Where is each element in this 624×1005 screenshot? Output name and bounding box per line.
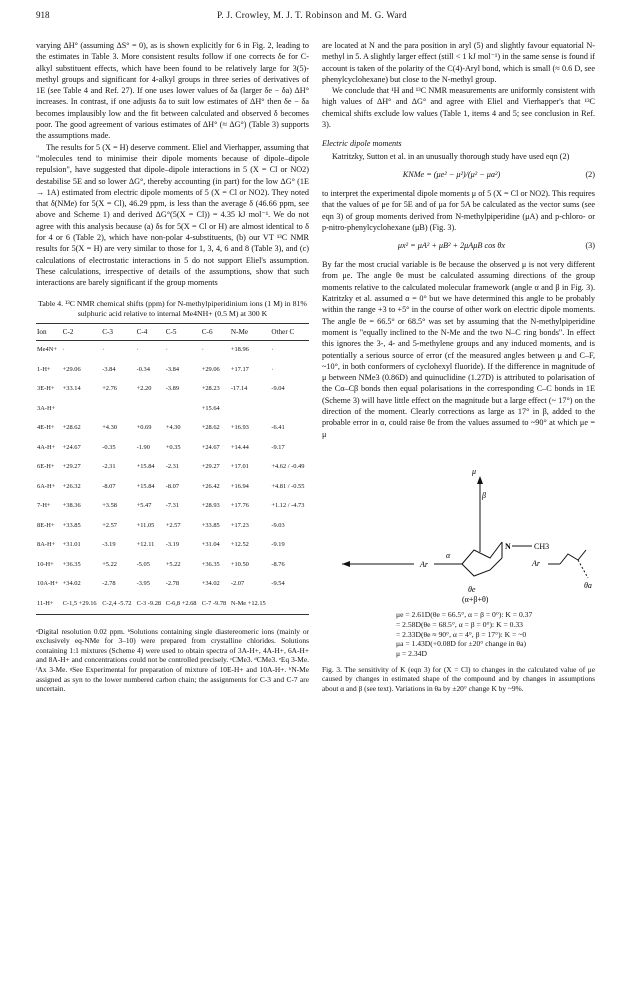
figure-summary-line: = 2.58D(θe = 68.5°, α = β = 0°): K = 0.33	[396, 619, 523, 629]
paragraph: By far the most crucial variable is θe because the observed μ is not very different from μe. The angle θe must be calculated assuming directions of the group moments relative to the calculated molecular framework (angle α and β in Fig. 3). Katritzky et al. assumed α = 0° but we have determined this angle to be probably within the range +3 to +5° in the course of other work on electric dipole moments. The angle θe = 66.5° or 68.5° was set by assuming that the N-methylpiperidine moment is "equally inclined to the N-Me and the two N–C ring bonds". In effect this ignores the 3-, 4- and 5-methylene groups and any induced moments, and is potentially a serious source of error (cf the measured angles between μ and C–F, ~10°, in both conformers of cyclohexyl fluoride). If the difference in magnitude of μ between NMe3 (0.86D) and quinuclidine (1.27D) is attributed to polarisation of the Cα–Cβ bonds then equal polarisations in the corresponding C–C bonds in 1E (Scheme 3) will have little effect on the magnitude but a large effect (~ 17°) on the direction of the moment. Clearly corrections as large as 17° in β, added to the probable error in α, could raise θe from the values assumed to ~90° at which μe = μ	[322, 260, 595, 439]
table-cell	[270, 594, 309, 614]
table-cell: +16.94	[230, 482, 249, 490]
ch3-label: CH3	[534, 541, 550, 551]
table-cell: +17.23	[230, 521, 249, 529]
table-cell: -3.84	[165, 365, 180, 373]
axial-bond	[578, 560, 588, 578]
running-header-authors: P. J. Crowley, M. J. T. Robinson and M. G. Ward	[217, 10, 407, 20]
paragraph: The results for 5 (X = H) deserve comment. Eliel and Vierhapper, assuming that "molecules tend to minimise their dipole moments because of dipole–dipole repulsion", have suggested that dipole–dipole interactions in 5 (X = Cl or NO2) destabilise 5E and so lower ΔG°, thereby accounting (in part) for the low ΔG° (1E → 1A) estimated from electric dipole moments of 5 (X = Cl or NO2). They noted that δ(NMe) for 5(X = Cl), 46.29 ppm, is less than the average δ (46.66 ppm, see above and Scheme 1) and derived ΔG°(5(X = Cl)) = 4.35 kJ mol⁻¹. We do not agree with this analysis because (a) δs for 5(X = Cl or H) are almost identical to δ for 4 or 6 (Table 2), which have non-polar 4-substituents, (b) our VT ¹³C NMR results for 5(X = H) are very similar to those for 1, 3, 4, 6 and 8 (Table 3), and (c) calculations of electrostatic interactions in 5 do not support Eliel's assumption. These calculations, irrespective of details of the assumptions, show that such interactions are barely significant if the group moments	[36, 142, 309, 288]
table-cell: +28.23	[201, 385, 220, 393]
table-row	[36, 536, 309, 556]
table-cell: -1.90	[136, 443, 150, 451]
table-cell: ·	[201, 346, 204, 354]
table-cell: +24.67	[62, 443, 81, 451]
table-cell: +33.85	[201, 521, 220, 529]
table-cell: ·	[62, 346, 65, 354]
table-cell: 8A-H+	[37, 541, 56, 549]
mu-b-arrowhead	[342, 561, 350, 567]
table-cell: +17.17	[230, 365, 249, 373]
section-heading: Electric dipole moments	[322, 139, 402, 149]
table-cell: -17.14	[230, 385, 248, 393]
table-cell: +31.04	[201, 541, 220, 549]
paragraph: are located at N and the para position in aryl (5) and slightly favour equatorial N-methyl in 5. A slightly larger effect (still < 1 kJ mol⁻¹) in the same sense is found if account is taken of the polarity of the C(4)-Aryl bond, which is small (≈ 0.6 D, see phenylcyclohexane) but close to the N-methyl group.	[322, 41, 595, 84]
table-cell: +12.52	[230, 541, 249, 549]
table-cell: +0.35	[165, 443, 181, 451]
table-cell: C-6,8 +2.68	[165, 594, 201, 614]
table-cell	[165, 399, 201, 419]
table-cell: 6A-H+	[37, 482, 56, 490]
table-cell: +2.20	[136, 385, 152, 393]
paragraph: varying ΔH° (assuming ΔS° = 0), as is shown explicitly for 6 in Fig. 2, leading to the estimates in Table 3. More consistent results follow if one corrects δe for C-alkyl substituent effects, which have been found to be relatively large for 3(5)-methyl groups and significant for 4-alkyl groups in three series of derivatives of 1E (see Table 4 and Ref. 27). If one uses lower values of δa (larger δe − δa) ΔH° increases. In contrast, if one adjusts δa to suit low estimates of ΔH° then δe − δa becomes implausibly low and the fit between calculated and observed δ becomes poor. The good agreement of various estimates of ΔH° (≈ ΔG°) (Table 3) supports the assumptions made.	[36, 41, 309, 141]
table-cell: +5.47	[136, 502, 152, 510]
table-cell: -3.19	[102, 541, 116, 549]
table-cell: 7-H+	[37, 502, 51, 510]
mu-a-arrowhead	[477, 476, 483, 484]
vector-diagram	[322, 446, 595, 606]
table-cell: +28.62	[201, 424, 220, 432]
table-cell: +36.35	[201, 560, 220, 568]
table-row	[36, 458, 309, 478]
table-cell: C-3 -9.28	[136, 594, 165, 614]
table-cell: +36.35	[62, 560, 81, 568]
table-header-cell: Ion	[36, 323, 62, 340]
table-cell	[62, 399, 102, 419]
paragraph: Katritzky, Sutton et al. in an unusually thorough study have used eqn (2)	[332, 151, 570, 161]
table-header-cell: C-5	[165, 323, 201, 340]
n-label: N	[505, 541, 511, 551]
theta-e-label: θe	[468, 584, 476, 594]
table-cell: +4.30	[165, 424, 181, 432]
table-cell: +29.27	[201, 463, 220, 471]
table-cell: +15.84	[136, 482, 155, 490]
table-cell: -7.31	[165, 502, 180, 510]
table-cell: 8E-H+	[37, 521, 55, 529]
paragraph: to interpret the experimental dipole moments μ of 5 (X = Cl or NO2). This requires that the values of μe for 5E and of μa for 5A be calculated as the vector sums (see eqn 3) of group moments derived from N-methylpiperidine (μA) and p-chloro- or p-nitro-phenylcyclohexane (μB) (Fig. 3).	[322, 188, 595, 232]
table-cell: +17.01	[230, 463, 249, 471]
table-cell: -3.95	[136, 580, 150, 588]
table-cell: +12.11	[136, 541, 155, 549]
table-cell: +29.06	[201, 365, 220, 373]
table-header-cell: C-6	[201, 323, 230, 340]
table-cell	[230, 399, 271, 419]
table-cell: N-Me +12.15	[230, 594, 271, 614]
table-cell: +10.50	[230, 560, 249, 568]
table-row	[36, 555, 309, 575]
table-cell: 10A-H+	[37, 580, 59, 588]
table-cell: +16.93	[230, 424, 249, 432]
table-cell: +17.76	[230, 502, 249, 510]
table-cell: +34.02	[201, 580, 220, 588]
left-column	[36, 40, 309, 694]
table-cell: ·	[136, 346, 139, 354]
table-cell: -2.07	[230, 580, 245, 588]
table-cell: C-7 -9.78	[201, 594, 230, 614]
equation-2	[322, 166, 595, 184]
mu-label: μ	[472, 466, 477, 476]
ring-bond	[462, 558, 502, 576]
table-cell: -0.34	[136, 365, 150, 373]
table-cell: +28.93	[201, 502, 220, 510]
table-cell: -3.89	[165, 385, 180, 393]
table-cell: ·	[102, 346, 105, 354]
figure-3-diagram	[322, 446, 595, 606]
table-row	[36, 594, 309, 614]
table-row	[36, 419, 309, 439]
running-header	[36, 10, 588, 24]
table-cell: +31.01	[62, 541, 81, 549]
table-cell: +15.64	[201, 404, 220, 412]
table-cell: +4.30	[102, 424, 117, 432]
ar-label-right: Ar	[532, 558, 540, 568]
table-cell: -3.84	[102, 365, 116, 373]
table-cell: -2.31	[165, 463, 180, 471]
table-cell: -2.31	[102, 463, 116, 471]
table-cell: +24.67	[201, 443, 220, 451]
table-cell: Me4N+	[37, 346, 57, 354]
table-cell: +26.32	[62, 482, 81, 490]
table-cell: +0.69	[136, 424, 152, 432]
figure-summary	[396, 610, 595, 659]
table-header-cell: C-4	[136, 323, 165, 340]
equation-expression: μx² = μA² + μB² + 2μAμB cos θx	[397, 241, 506, 251]
table-cell: 6E-H+	[37, 463, 55, 471]
table-cell: +4.81 / -0.55	[271, 482, 305, 490]
table-cell: +28.62	[62, 424, 81, 432]
figure-summary-line: = 2.33D(θe ≈ 90°, α = 4°, β = 17°): K = ~0	[396, 629, 527, 639]
table-cell: -5.05	[136, 560, 150, 568]
table-row	[36, 575, 309, 595]
equation-expression: KNMe = (μe² − μ²)/(μ² − μa²)	[402, 169, 501, 179]
equation-number: (2)	[585, 169, 595, 179]
paragraph: We conclude that ¹H and ¹³C NMR measurements are uniformly consistent with high values of ΔH° and ΔG° and agree with Eliel and Vierhapper's that ¹³C chemical shifts exclude low values (Table 1, items 4 and 5; see conclusion in Ref. 3).	[322, 86, 595, 130]
table-cell: ·	[271, 346, 274, 354]
table-cell: +33.85	[62, 521, 81, 529]
ar-label: Ar	[420, 559, 428, 569]
table-cell: 4A-H+	[37, 443, 56, 451]
equation-number: (3)	[585, 241, 595, 251]
table-cell: 3A-H+	[37, 404, 56, 412]
right-column	[322, 40, 595, 694]
table-cell	[101, 399, 135, 419]
table-cell: -9.54	[271, 580, 285, 588]
page-number: 918	[36, 10, 50, 20]
figure-summary-line: μa = 1.43D(+0.08D for ±20° change in θa)	[396, 639, 526, 649]
table-cell: +33.14	[62, 385, 81, 393]
table-header-row	[36, 323, 309, 340]
alpha-label: α	[446, 550, 451, 560]
ring-bond	[560, 550, 586, 564]
table-cell: +26.42	[201, 482, 220, 490]
equation-3	[322, 237, 595, 255]
table-row	[36, 438, 309, 458]
table-row	[36, 360, 309, 380]
table-cell: 4E-H+	[37, 424, 55, 432]
table-cell: +15.84	[136, 463, 155, 471]
figure-summary-line: μe = 2.61D(θe = 66.5°, α = β = 0°): K = 0.37	[396, 609, 533, 619]
table-title: Table 4. ¹³C NMR chemical shifts (ppm) for N-methylpiperidinium ions (1 M) in 81% sulphuric acid relative to internal Me4NH+ (0.5 M) at 300 K	[38, 298, 307, 318]
table-cell: -9.03	[271, 521, 285, 529]
table-header-cell: Other C	[270, 323, 309, 340]
table-row	[36, 477, 309, 497]
theta-a-label: θa	[584, 580, 592, 590]
table-cell: +5.22	[102, 560, 117, 568]
table-row	[36, 380, 309, 400]
table-cell: C-2,4 -5.72	[101, 594, 135, 614]
table-row	[36, 340, 309, 360]
table-cell: -8.07	[165, 482, 180, 490]
table-header-cell: N-Me	[230, 323, 271, 340]
beta-label: β	[482, 490, 486, 500]
table-cell: ·	[165, 346, 168, 354]
figure-summary-line: μ = 2.34D	[396, 649, 427, 659]
table-cell: -8.07	[102, 482, 116, 490]
ring-bond	[462, 542, 502, 564]
table-cell: 10-H+	[37, 560, 54, 568]
table-cell: +29.06	[62, 365, 81, 373]
table-cell: +18.96	[230, 346, 249, 354]
table-row	[36, 497, 309, 517]
table-cell: +14.44	[230, 443, 249, 451]
table-cell: +11.05	[136, 521, 155, 529]
table-cell: +2.57	[102, 521, 117, 529]
table-header-cell: C-3	[101, 323, 135, 340]
table-cell: +3.58	[102, 502, 117, 510]
table-cell: +29.27	[62, 463, 81, 471]
table-footnotes: ᵃDigital resolution 0.02 ppm. ᵇSolutions containing single diastereomeric ions (mainly or exclusively eq-NMe for 3–10) were prepared from crystalline chlorides. Solutions containing 1:1 mixtures (Scheme 4) were used to obtain spectra of 3A-H+, 4A-H+, 6A-H+ and 8A-H+ and concentrations could not be controlled precisely. ᶜCMe3. ᵈCMe3. ᵉEq 3-Me. ᶠAx 3-Me. ᵍSee Experimental for preparation of mixture of 10E-H+ and 10A-H+. ʰN-Me assigned as syn to the lower numbered carbon chain; the assignments for C-3 and C-7 are uncertain.	[36, 626, 309, 694]
table-cell: +4.62 / -0.49	[271, 463, 305, 471]
table-cell	[270, 399, 309, 419]
table-cell: -3.19	[165, 541, 180, 549]
table-row	[36, 399, 309, 419]
table-cell: -2.78	[102, 580, 116, 588]
table-header-cell: C-2	[62, 323, 102, 340]
table-cell: +1.12 / -4.73	[271, 502, 305, 510]
table-row	[36, 516, 309, 536]
table-cell: ·	[271, 365, 274, 373]
table-cell: 3E-H+	[37, 385, 55, 393]
table-cell	[136, 399, 165, 419]
nmr-shift-table	[36, 323, 309, 615]
table-cell: +38.36	[62, 502, 81, 510]
table-cell: -8.76	[271, 560, 285, 568]
table-cell: -0.35	[102, 443, 116, 451]
figure-caption: Fig. 3. The sensitivity of K (eqn 3) for (X = Cl) to changes in the calculated value of μe caused by changes in estimated shape of the compound and by changes in assumptions about α and β (see text). Variations in θa by ±20° change K by ~9%.	[322, 664, 595, 694]
table-cell: -6.41	[271, 424, 285, 432]
table-cell: +2.57	[165, 521, 181, 529]
table-cell: -9.17	[271, 443, 285, 451]
table-cell: +2.76	[102, 385, 117, 393]
table-cell: 11-H+	[36, 594, 62, 614]
table-cell: +34.02	[62, 580, 81, 588]
table-cell: -9.19	[271, 541, 285, 549]
angle-sum-label: (α+β+θ)	[462, 594, 489, 604]
table-cell: -9.04	[271, 385, 285, 393]
table-cell: 1-H+	[37, 365, 51, 373]
table-cell: +5.22	[165, 560, 181, 568]
table-cell: -2.78	[165, 580, 180, 588]
table-cell: C-1,5 +29.16	[62, 594, 102, 614]
